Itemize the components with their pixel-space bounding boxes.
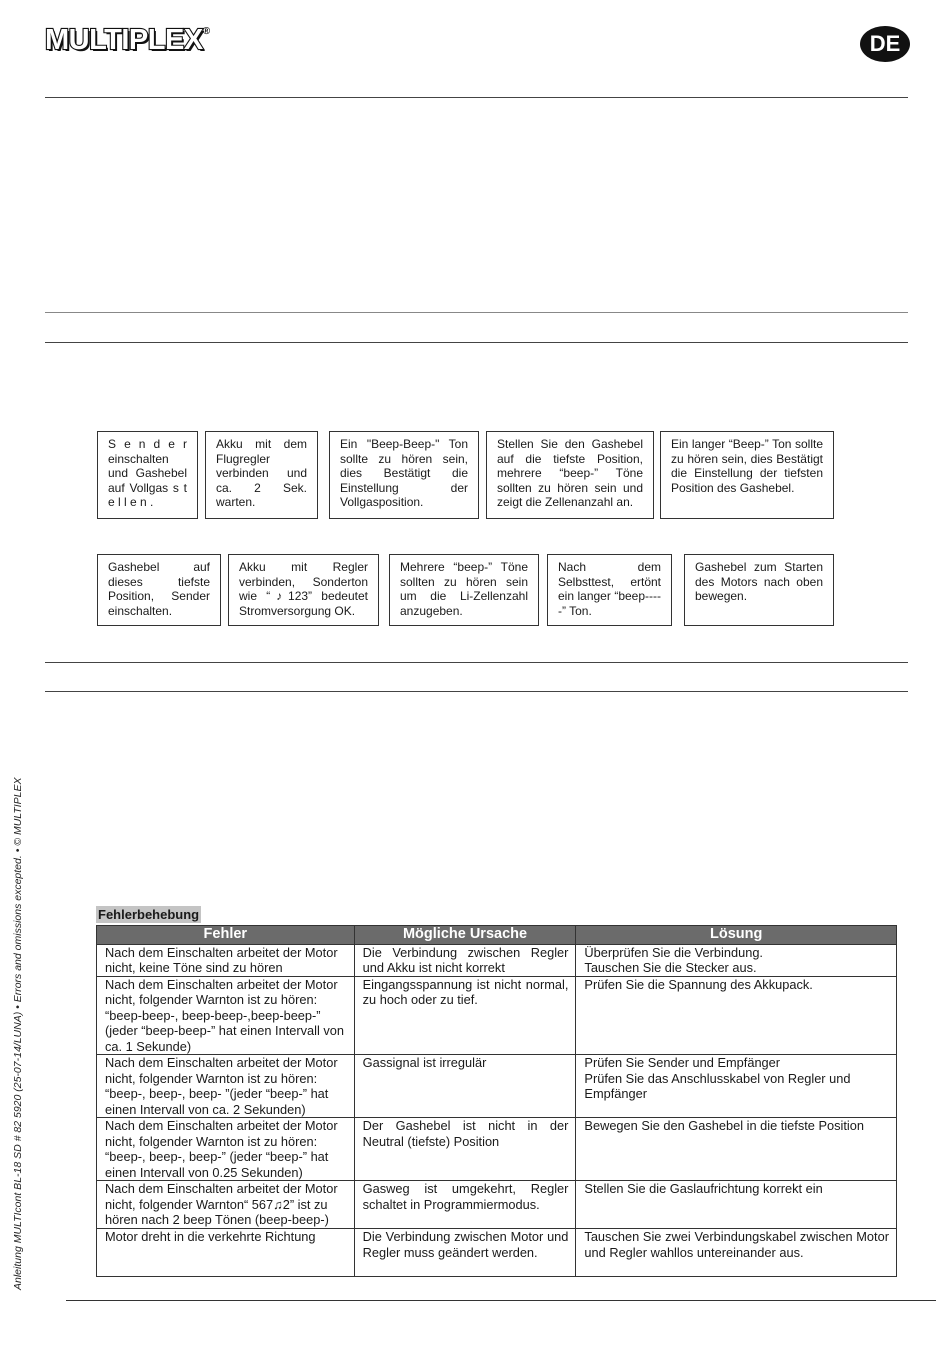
section-divider xyxy=(45,342,908,343)
loesung-cell: Prüfen Sie die Spannung des Akkupack. xyxy=(576,976,897,1055)
section-divider xyxy=(45,312,908,313)
fehler-cell: Nach dem Einschalten arbeitet der Motor nicht, folgender Warnton ist zu hören: “beep-, beep-, beep- ”(jeder “beep-” hat einen Intervall von ca. 2 Sekunden) xyxy=(97,1055,355,1118)
step-box-2: Akku mit dem Flugregler verbinden und ca. 2 Sek. warten. xyxy=(205,431,318,519)
troubleshooting-title: Fehlerbehebung xyxy=(98,907,200,922)
fehler-cell: Nach dem Einschalten arbeitet der Motor nicht, folgender Warnton“ 567♫2” ist zu hören nach 2 beep Tönen (beep-beep-) xyxy=(97,1181,355,1229)
fehler-cell: Nach dem Einschalten arbeitet der Motor nicht, keine Töne sind zu hören xyxy=(97,944,355,976)
step-box-7: Akku mit Regler verbinden, Sonderton wie “♪123” bedeutet Stromversorgung OK. xyxy=(228,554,379,626)
fehler-cell: Nach dem Einschalten arbeitet der Motor nicht, folgender Warnton ist zu hören: “beep-, beep-, beep-” (jeder “beep-” hat einen Intervall von 0.25 Sekunden) xyxy=(97,1118,355,1181)
header-divider xyxy=(45,97,908,98)
ursache-cell: Die Verbindung zwischen Motor und Regler muss geändert werden. xyxy=(354,1229,576,1277)
table-row xyxy=(97,944,897,976)
ursache-cell: Gasweg ist umgekehrt, Regler schaltet in Programmiermodus. xyxy=(354,1181,576,1229)
step-box-10: Gashebel zum Starten des Motors nach oben bewegen. xyxy=(684,554,834,626)
step-box-3: Ein "Beep-Beep-" Ton sollte zu hören sein, dies Bestätigt die Einstellung der Vollgasposition. xyxy=(329,431,479,519)
column-header-loesung: Lösung xyxy=(576,926,897,945)
section-divider xyxy=(45,691,908,692)
step-box-1: S e n d e r einschalten und Gashebel auf Vollgas s t e l l e n . xyxy=(97,431,198,519)
document-reference-sidebar: Anleitung MULTIcont BL-18 SD # 82 5920 (25-07-14/LUNA) • Errors and omissions excepted. • © MULTIPLEX xyxy=(12,777,24,1290)
section-divider xyxy=(45,662,908,663)
step-box-9: Nach dem Selbsttest, ertönt ein langer “beep-----” Ton. xyxy=(547,554,672,626)
loesung-cell: Prüfen Sie Sender und Empfänger Prüfen Sie das Anschlusskabel von Regler und Empfänger xyxy=(576,1055,897,1118)
table-row xyxy=(97,1118,897,1181)
column-header-ursache: Mögliche Ursache xyxy=(354,926,576,945)
footer-divider xyxy=(66,1300,936,1301)
step-box-8: Mehrere “beep-” Töne sollten zu hören sein um die Li-Zellenzahl anzugeben. xyxy=(389,554,539,626)
loesung-cell: Tauschen Sie zwei Verbindungskabel zwischen Motor und Regler wahllos untereinander aus. xyxy=(576,1229,897,1277)
ursache-cell: Der Gashebel ist nicht in der Neutral (tiefste) Position xyxy=(354,1118,576,1181)
table-row xyxy=(97,1181,897,1229)
step-box-4: Stellen Sie den Gashebel auf die tiefste Position, mehrere “beep-” Töne sollten zu hören sein und zeigt die Zellenanzahl an. xyxy=(486,431,654,519)
column-header-fehler: Fehler xyxy=(97,926,355,945)
table-row xyxy=(97,976,897,1055)
troubleshooting-table xyxy=(96,925,897,1277)
loesung-cell: Stellen Sie die Gaslaufrichtung korrekt ein xyxy=(576,1181,897,1229)
loesung-cell: Überprüfen Sie die Verbindung. Tauschen Sie die Stecker aus. xyxy=(576,944,897,976)
fehler-cell: Nach dem Einschalten arbeitet der Motor nicht, folgender Warnton ist zu hören: “beep-beep-, beep-beep-,beep-beep-” (jeder “beep-beep-” hat einen Intervall von ca. 1 Sekunde) xyxy=(97,976,355,1055)
step-box-5: Ein langer “Beep-” Ton sollte zu hören sein, dies Bestätigt die Einstellung der tiefsten Position des Gashebel. xyxy=(660,431,834,519)
ursache-cell: Eingangsspannung ist nicht normal, zu hoch oder zu tief. xyxy=(354,976,576,1055)
logo-text: MULTIPLEX xyxy=(45,24,203,56)
multiplex-logo xyxy=(45,24,210,57)
language-badge: DE xyxy=(860,26,910,62)
ursache-cell: Gassignal ist irregulär xyxy=(354,1055,576,1118)
fehler-cell: Motor dreht in die verkehrte Richtung xyxy=(97,1229,355,1277)
step-box-6: Gashebel auf dieses tiefste Position, Sender einschalten. xyxy=(97,554,221,626)
loesung-cell: Bewegen Sie den Gashebel in die tiefste Position xyxy=(576,1118,897,1181)
table-row xyxy=(97,1055,897,1118)
table-row xyxy=(97,1229,897,1277)
registered-mark: ® xyxy=(202,26,210,38)
ursache-cell: Die Verbindung zwischen Regler und Akku ist nicht korrekt xyxy=(354,944,576,976)
table-header-row xyxy=(97,926,897,945)
